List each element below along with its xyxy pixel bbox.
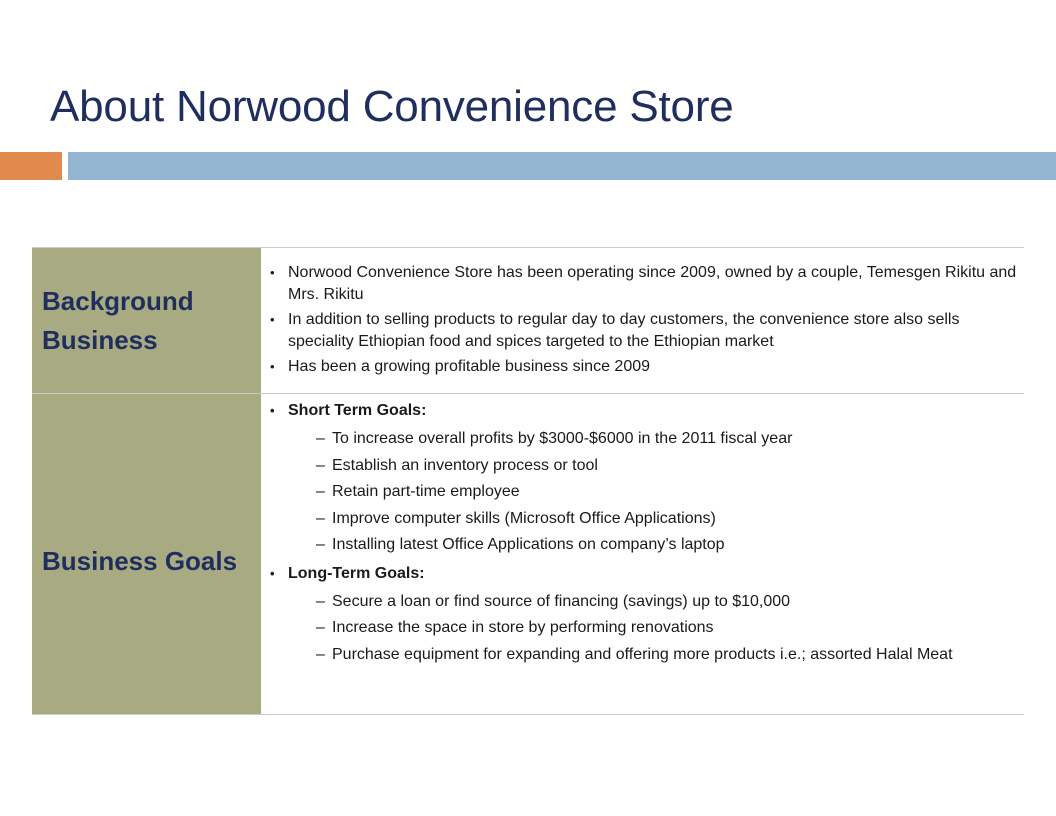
row-label-goals: Business Goals — [42, 545, 238, 576]
table-row-goals — [32, 394, 1024, 715]
background-bullet: • In addition to selling products to regular day to day customers, the convenience store also sells speciality Ethiopian food and spices targeted to the Ethiopian market — [269, 309, 1024, 353]
goal-text: Purchase equipment for expanding and offering more products i.e.; assorted Halal Meat — [332, 645, 953, 663]
goal-text: Secure a loan or find source of financing (savings) up to $10,000 — [332, 592, 791, 610]
row-content-background — [261, 248, 1024, 393]
short-term-heading: • Short Term Goals: — [269, 399, 1024, 423]
long-term-list — [269, 589, 1024, 669]
row-label-cell — [32, 248, 261, 393]
dash-marker: – — [316, 483, 325, 500]
list-item — [269, 615, 1024, 642]
list-item — [269, 453, 1024, 480]
goal-text: Retain part-time employee — [332, 483, 520, 500]
background-bullet: • Norwood Convenience Store has been operating since 2009, owned by a couple, Temesgen Rikitu and Mrs. Rikitu — [269, 262, 1024, 306]
list-item — [269, 532, 1024, 559]
info-table — [32, 247, 1024, 715]
slide-title: About Norwood Convenience Store — [50, 82, 734, 131]
table-row-background — [32, 247, 1024, 394]
accent-bar-orange — [0, 152, 62, 180]
dash-marker: – — [316, 456, 325, 474]
dash-marker: – — [316, 619, 325, 636]
goal-text: Increase the space in store by performing renovations — [332, 619, 714, 636]
row-label-background: Background Business — [42, 285, 194, 355]
goal-text: Installing latest Office Applications on company’s laptop — [332, 536, 725, 553]
background-bullet: • Has been a growing profitable business since 2009 — [269, 356, 1024, 378]
goal-text: To increase overall profits by $3000-$6000 in the 2011 fiscal year — [332, 430, 793, 447]
short-term-list — [269, 426, 1024, 559]
row-label-cell — [32, 394, 261, 714]
list-item — [269, 479, 1024, 506]
list-item — [269, 426, 1024, 453]
long-term-heading: • Long-Term Goals: — [269, 562, 1024, 586]
list-item — [269, 589, 1024, 616]
dash-marker: – — [316, 645, 325, 663]
dash-marker: – — [316, 509, 325, 527]
dash-marker: – — [316, 430, 325, 447]
list-item — [269, 506, 1024, 533]
row-content-goals — [261, 394, 1024, 714]
goal-text: Establish an inventory process or tool — [332, 456, 598, 474]
goal-text: Improve computer skills (Microsoft Office Applications) — [332, 509, 716, 527]
list-item — [269, 642, 1024, 669]
dash-marker: – — [316, 592, 325, 610]
dash-marker: – — [316, 536, 325, 553]
accent-bar-blue — [68, 152, 1056, 180]
